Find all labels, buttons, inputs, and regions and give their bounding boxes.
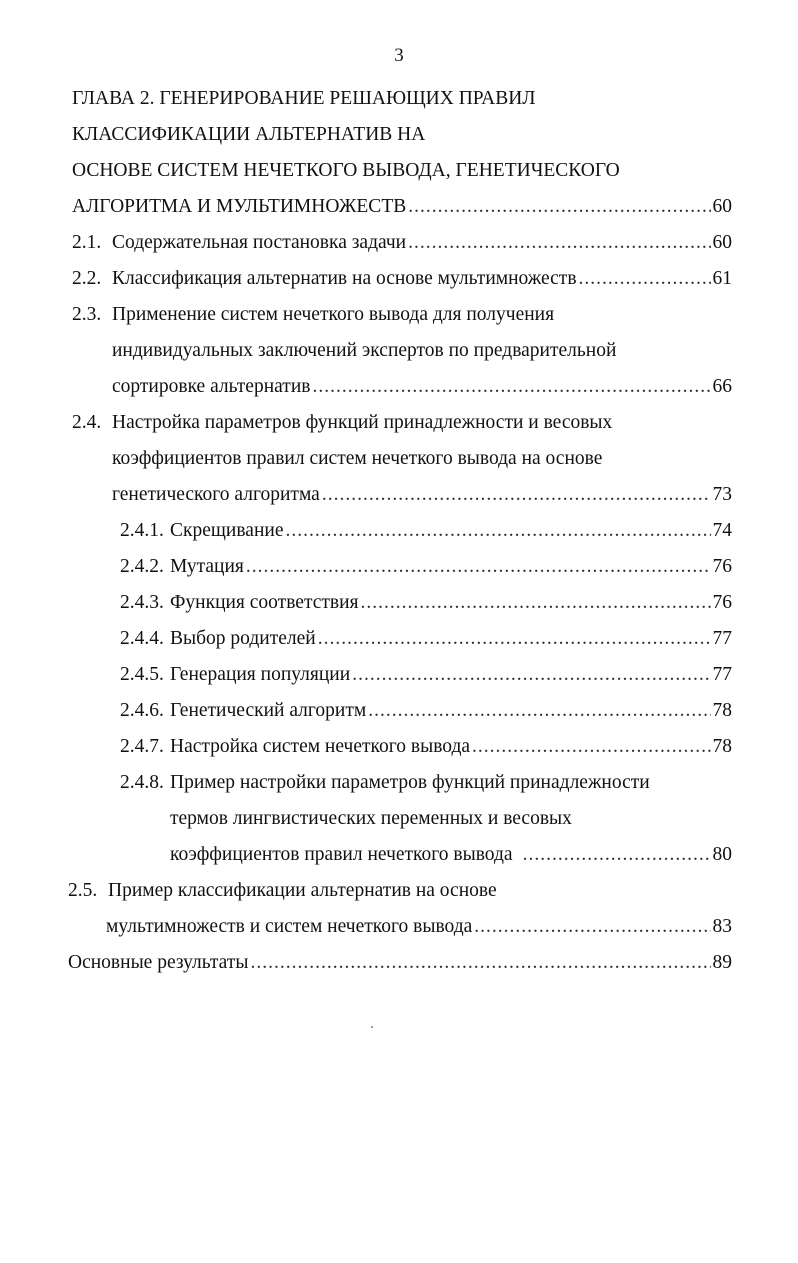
dot-leader — [246, 554, 711, 580]
chapter-title-line-2 — [72, 122, 425, 148]
subsection-number: 2.4.5. — [120, 664, 164, 685]
dot-leader — [361, 590, 711, 616]
page-ref: 77 — [712, 628, 732, 649]
dot-leader — [352, 662, 710, 688]
toc-entry-2-5-end — [106, 914, 732, 940]
section-title: сортировке альтернатив — [112, 376, 311, 397]
subsection-title: Настройка систем нечеткого вывода — [170, 736, 471, 757]
section-title: Пример классификации альтернатив на основе — [108, 880, 497, 901]
subsection-title: Функция соответствия — [170, 592, 359, 613]
toc-entry-2-3-cont — [112, 338, 616, 364]
toc-entry-2-4-3 — [120, 590, 732, 616]
subsection-title: Генетический алгоритм — [170, 700, 367, 721]
toc-entry-2-2 — [72, 266, 732, 292]
page-ref: 83 — [712, 916, 732, 937]
toc-entry-chapter-2 — [72, 194, 732, 220]
section-title: коэффициентов правил систем нечеткого вывода на основе — [112, 448, 603, 469]
results-title: Основные результаты — [68, 952, 249, 973]
toc-entry-2-4-end — [112, 482, 732, 508]
dot-leader — [312, 374, 710, 400]
section-number: 2.1. — [72, 232, 102, 253]
dot-leader — [285, 518, 710, 544]
page-ref: 80 — [712, 844, 732, 865]
toc-entry-2-4-2 — [120, 554, 732, 580]
page-ref: 66 — [712, 376, 732, 397]
dot-leader — [322, 482, 711, 508]
toc-entry-2-4-8-end — [170, 842, 732, 868]
chapter-title-text: ОСНОВЕ СИСТЕМ НЕЧЕТКОГО ВЫВОДА, ГЕНЕТИЧЕСКОГО — [72, 160, 620, 181]
subsection-number: 2.4.2. — [120, 556, 164, 577]
dot-leader — [250, 950, 710, 976]
dot-leader — [523, 842, 711, 868]
subsection-number: 2.4.6. — [120, 700, 164, 721]
chapter-title-line-1 — [72, 86, 536, 112]
page-ref: 60 — [712, 196, 732, 217]
chapter-title-text: ГЛАВА 2. ГЕНЕРИРОВАНИЕ РЕШАЮЩИХ ПРАВИЛ — [72, 88, 536, 109]
section-title: мультимножеств и систем нечеткого вывода — [106, 916, 473, 937]
section-number: 2.3. — [72, 304, 102, 325]
toc-entry-2-4-8-cont — [170, 806, 572, 832]
subsection-title: Генерация популяции — [170, 664, 351, 685]
chapter-title-text: КЛАССИФИКАЦИИ АЛЬТЕРНАТИВ НА — [72, 124, 426, 145]
subsection-number: 2.4.7. — [120, 736, 164, 757]
toc-entry-2-4-6 — [120, 698, 732, 724]
dot-leader — [408, 194, 710, 220]
page-ref: 73 — [712, 484, 732, 505]
subsection-number: 2.4.4. — [120, 628, 164, 649]
subsection-title: коэффициентов правил нечеткого вывода — [170, 844, 513, 865]
toc-entry-2-4-5 — [120, 662, 732, 688]
dot-leader — [368, 698, 710, 724]
subsection-title: Мутация — [170, 556, 244, 577]
section-title: Настройка параметров функций принадлежности и весовых — [112, 412, 613, 433]
section-number: 2.4. — [72, 412, 102, 433]
toc-entry-2-3-end — [112, 374, 732, 400]
dot-leader — [579, 266, 711, 292]
page-ref: 76 — [712, 592, 732, 613]
toc-entry-2-4-8 — [120, 770, 650, 796]
toc-entry-2-3 — [72, 302, 554, 328]
subsection-number: 2.4.1. — [120, 520, 164, 541]
scan-speck — [371, 1026, 373, 1028]
page-ref: 78 — [712, 736, 732, 757]
subsection-number: 2.4.8. — [120, 772, 164, 793]
dot-leader — [408, 230, 710, 256]
page-number: 3 — [394, 45, 404, 66]
dot-leader — [472, 734, 710, 760]
subsection-title: Скрещивание — [170, 520, 284, 541]
toc-entry-2-4 — [72, 410, 612, 436]
subsection-title: Выбор родителей — [170, 628, 316, 649]
subsection-title: Пример настройки параметров функций принадлежности — [170, 772, 650, 793]
chapter-title-text: АЛГОРИТМА И МУЛЬТИМНОЖЕСТВ — [72, 196, 407, 217]
page-ref: 61 — [712, 268, 732, 289]
dot-leader — [318, 626, 711, 652]
section-number: 2.2. — [72, 268, 102, 289]
toc-entry-2-4-cont — [112, 446, 602, 472]
toc-entry-2-5 — [68, 878, 497, 904]
section-number: 2.5. — [68, 880, 98, 901]
toc-entry-2-4-1 — [120, 518, 732, 544]
page-ref: 60 — [712, 232, 732, 253]
toc-entry-2-4-4 — [120, 626, 732, 652]
page-ref: 78 — [712, 700, 732, 721]
page-ref: 74 — [712, 520, 732, 541]
subsection-title: термов лингвистических переменных и весовых — [170, 808, 572, 829]
subsection-number: 2.4.3. — [120, 592, 164, 613]
chapter-title-line-3 — [72, 158, 620, 184]
toc-entry-results — [68, 950, 732, 976]
section-title: индивидуальных заключений экспертов по предварительной — [112, 340, 617, 361]
dot-leader — [474, 914, 710, 940]
page-ref: 77 — [712, 664, 732, 685]
page-ref: 89 — [712, 952, 732, 973]
section-title: Содержательная постановка задачи — [112, 232, 407, 253]
toc-entry-2-4-7 — [120, 734, 732, 760]
section-title: генетического алгоритма — [112, 484, 320, 505]
section-title: Классификация альтернатив на основе мультимножеств — [112, 268, 577, 289]
page-ref: 76 — [712, 556, 732, 577]
toc-entry-2-1 — [72, 230, 732, 256]
section-title: Применение систем нечеткого вывода для получения — [112, 304, 555, 325]
